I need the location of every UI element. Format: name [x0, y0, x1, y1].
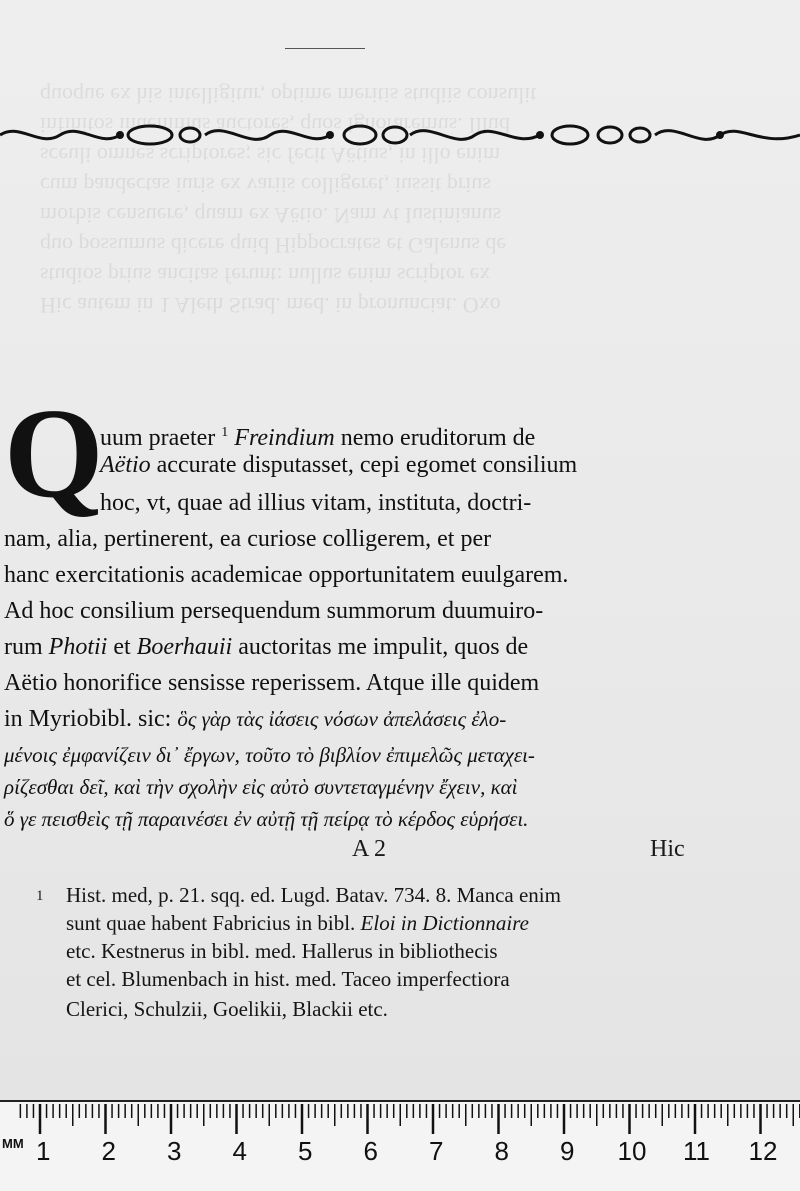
bleed-through-line: quoque ex his intelligitur, optime meritis studiis consulit — [40, 83, 537, 108]
text-line-8: Aëtio honorifice sensisse reperissem. Atque ille quidem — [4, 670, 540, 696]
bleed-through-line: morbis censuere, quam ex Aëtio. Nam vt Iustinianus — [40, 203, 502, 228]
ruler-ticks — [0, 1102, 800, 1191]
text-line-1: uum praeter $^1$ Freindium nemo eruditorum de — [100, 425, 536, 451]
ruler-number: 6 — [363, 1136, 378, 1166]
ruler-number: 12 — [748, 1136, 778, 1166]
ruler-number: 5 — [298, 1136, 313, 1166]
footnote-line-3: etc. Kestnerus in bibl. med. Hallerus in bibliothecis — [66, 939, 498, 963]
ruler-number: 3 — [167, 1136, 182, 1166]
measuring-ruler — [0, 1100, 800, 1191]
signature-mark: A 2 — [352, 836, 387, 862]
ruler-number: 9 — [560, 1136, 575, 1166]
bleed-through-line: studios prius ancitas ferunt: nullus enim scriptor ex — [40, 263, 491, 288]
text-line-6: Ad hoc consilium persequendum summorum duumuiro- — [4, 598, 544, 624]
ruler-number: 11 — [683, 1136, 710, 1166]
catchword: Hic — [650, 836, 685, 862]
text-line-4: nam, alia, pertinerent, ea curiose colligerem, et per — [4, 526, 492, 552]
bleed-through-line: infinitos inuenimus auctores, quos ignoraremus. Illud — [40, 113, 510, 138]
ruler-number: 1 — [36, 1136, 51, 1166]
ornamental-border — [0, 118, 800, 152]
text-line-5: hanc exercitationis academicae opportunitatem euulgarem. — [4, 562, 569, 588]
text-line-2: Aëtio accurate disputasset, cepi egomet consilium — [100, 452, 578, 478]
greek-line-4: ὅ γε πεισθεὶς τῇ παραινέσει ἐν αὐτῇ τῇ πείρᾳ τὸ κέρδος εὑρήσει. — [4, 807, 529, 831]
text-line-7: rum Photii et Boerhauii auctoritas me impulit, quos de — [4, 634, 529, 660]
ruler-number: 4 — [232, 1136, 247, 1166]
greek-line-3: ρίζεσθαι δεῖ, καὶ τὴν σχολὴν εἰς αὐτὸ συντεταγμένην ἔχειν, καὶ — [4, 775, 518, 799]
bleed-through-line: sceuli omnes scriptores; sic fecit Aëtius, in illo enim — [40, 143, 501, 168]
bleed-through-text — [0, 80, 800, 320]
footnote-line-2: sunt quae habent Fabricius in bibl. Eloi in Dictionnaire — [66, 911, 529, 935]
bleed-through-line: quo possumus dicere quid Hippocrates et Galenus de — [40, 233, 507, 258]
bleed-through-line: cum pandectas iuris ex variis colligeret, iussit prius — [40, 173, 491, 198]
ruler-number: 7 — [429, 1136, 444, 1166]
text-line-9: in Myriobibl. sic: ὃς γὰρ τὰς ἰάσεις νόσων ἀπελάσεις ἐλο- — [4, 706, 507, 732]
ruler-number: 8 — [494, 1136, 509, 1166]
footnote-line-4: et cel. Blumenbach in hist. med. Taceo imperfectiora — [66, 967, 510, 991]
drop-cap-letter: Q — [4, 382, 104, 524]
text-line-3: hoc, vt, quae ad illius vitam, instituta, doctri- — [100, 490, 532, 516]
footnote-line-1: Hist. med, p. 21. sqq. ed. Lugd. Batav. 734. 8. Manca enim — [66, 883, 561, 907]
ruler-number: 2 — [101, 1136, 116, 1166]
top-rule — [285, 48, 365, 49]
bleed-through-line: Hic autem in 1 Aleth Strad. med. in pronunciat. Oxo — [40, 293, 501, 318]
ruler-number: 10 — [617, 1136, 647, 1166]
footnote-line-5: Clerici, Schulzii, Goelikii, Blackii etc. — [66, 997, 388, 1021]
ruler-unit-label: MM — [2, 1136, 24, 1151]
footnote-marker: 1 — [36, 888, 44, 904]
greek-line-2: μένοις ἐμφανίζειν δι᾽ ἔργων, τοῦτο τὸ βιβλίον ἐπιμελῶς μεταχει- — [4, 743, 535, 767]
